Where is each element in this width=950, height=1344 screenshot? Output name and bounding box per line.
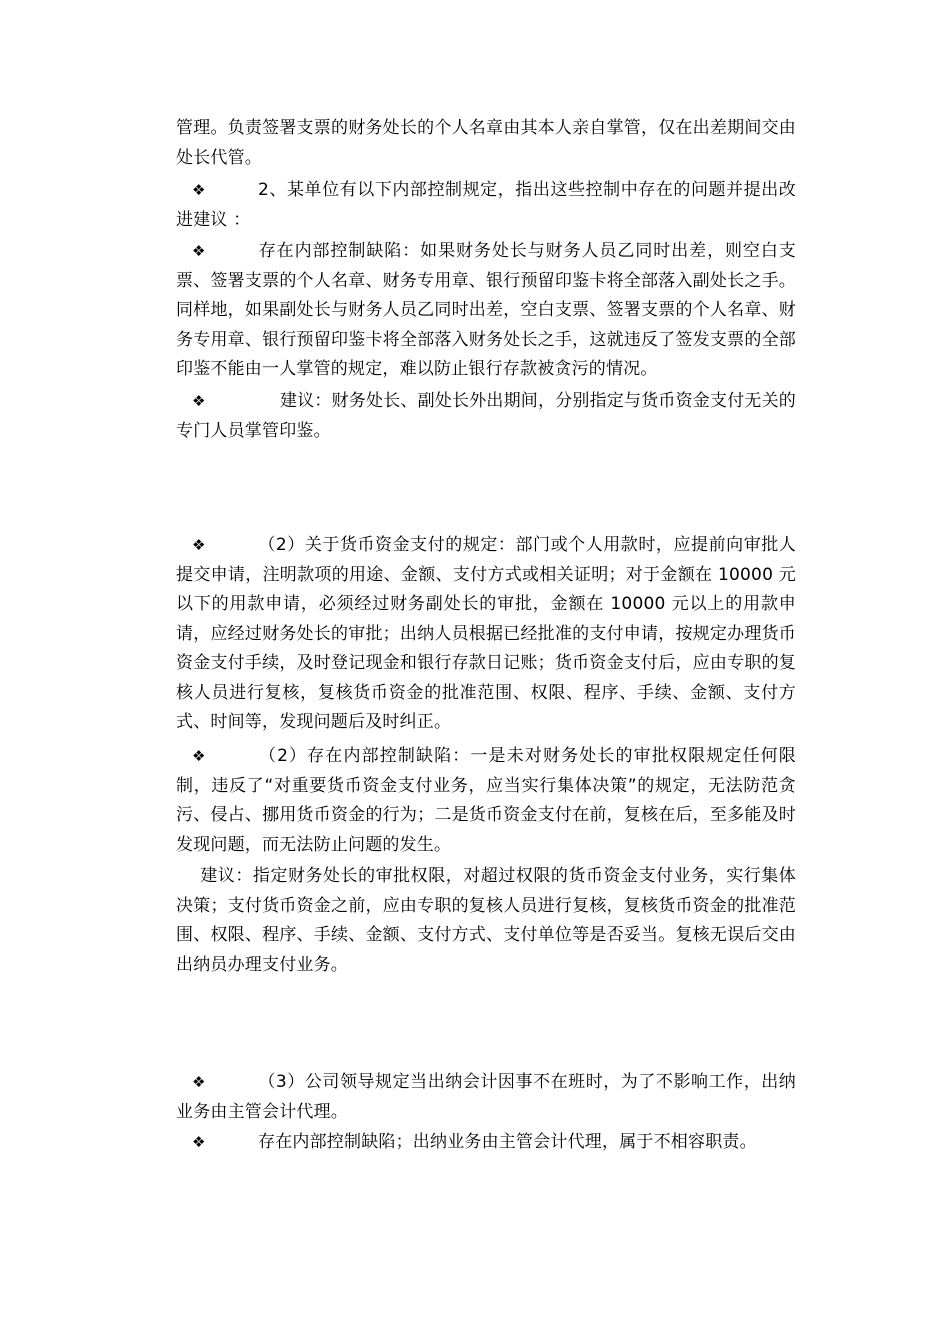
paragraph-text: 建议：指定财务处长的审批权限，对超过权限的货币资金支付业务，实行集体决策；支付货币资金之前，应由专职的复核人员进行复核，复核货币资金的批准范围、权限、程序、手续、金额、支付方式、支付单位等是否妥当。复核无误后交由出纳员办理支付业务。 <box>176 866 796 975</box>
diamond-bullet-icon: ❖ <box>192 1133 206 1151</box>
paragraph-suggestion-1 <box>176 387 796 446</box>
paragraph-rule-3 <box>176 1068 796 1127</box>
paragraph-defect-1 <box>176 237 796 385</box>
paragraph-rule-2 <box>176 531 796 738</box>
paragraph-suggestion-2 <box>176 862 796 980</box>
paragraph-text: 建议：财务处长、副处长外出期间，分别指定与货币资金支付无关的专门人员掌管印鉴。 <box>176 391 796 441</box>
paragraph-text: （3）公司领导规定当出纳会计因事不在班时，为了不影响工作，出纳业务由主管会计代理。 <box>176 1072 796 1122</box>
paragraph-continuation <box>176 114 796 173</box>
diamond-bullet-icon: ❖ <box>192 242 206 260</box>
paragraph-text: 存在内部控制缺陷：如果财务处长与财务人员乙同时出差，则空白支票、签署支票的个人名章、财务专用章、银行预留印鉴卡将全部落入副处长之手。同样地，如果副处长与财务人员乙同时出差，空白支票、签署支票的个人名章、财务专用章、银行预留印鉴卡将全部落入财务处长之手，这就违反了签发支票的全部印鉴不能由一人掌管的规定，难以防止银行存款被贪污的情况。 <box>176 241 796 379</box>
paragraph-defect-3 <box>176 1128 796 1158</box>
paragraph-text: （2）关于货币资金支付的规定：部门或个人用款时，应提前向审批人提交申请，注明款项的用途、金额、支付方式或相关证明；对于金额在 10000 元以下的用款申请，必须经过财务副处长的审批，金额在 10000 元以上的用款申请，应经过财务处长的审批；出纳人员根据已经批准的支付申请，按规定办理货币资金支付手续，及时登记现金和银行存款日记账；货币资金支付后，应由专职的复核人员进行复核，复核货币资金的批准范围、权限、程序、手续、金额、支付方式、时间等，发现问题后及时纠正。 <box>176 535 796 732</box>
diamond-bullet-icon: ❖ <box>192 747 206 765</box>
diamond-bullet-icon: ❖ <box>192 181 206 199</box>
diamond-bullet-icon: ❖ <box>192 1073 206 1091</box>
paragraph-defect-2 <box>176 742 796 860</box>
paragraph-text: 2、某单位有以下内部控制规定，指出这些控制中存在的问题并提出改进建议 ： <box>176 180 796 230</box>
paragraph-text: 管理。负责签署支票的财务处长的个人名章由其本人亲自掌管，仅在出差期间交由处长代管。 <box>176 118 796 168</box>
paragraph-text: （2）存在内部控制缺陷：一是未对财务处长的审批权限规定任何限制，违反了“对重要货币资金支付业务，应当实行集体决策”的规定，无法防范贪污、侵占、挪用货币资金的行为；二是货币资金支付在前，复核在后，至多能及时发现问题，而无法防止问题的发生。 <box>176 746 796 855</box>
paragraph-text: 存在内部控制缺陷；出纳业务由主管会计代理，属于不相容职责。 <box>258 1132 757 1152</box>
diamond-bullet-icon: ❖ <box>192 536 206 554</box>
paragraph-question-2 <box>176 176 796 235</box>
diamond-bullet-icon: ❖ <box>192 392 206 410</box>
